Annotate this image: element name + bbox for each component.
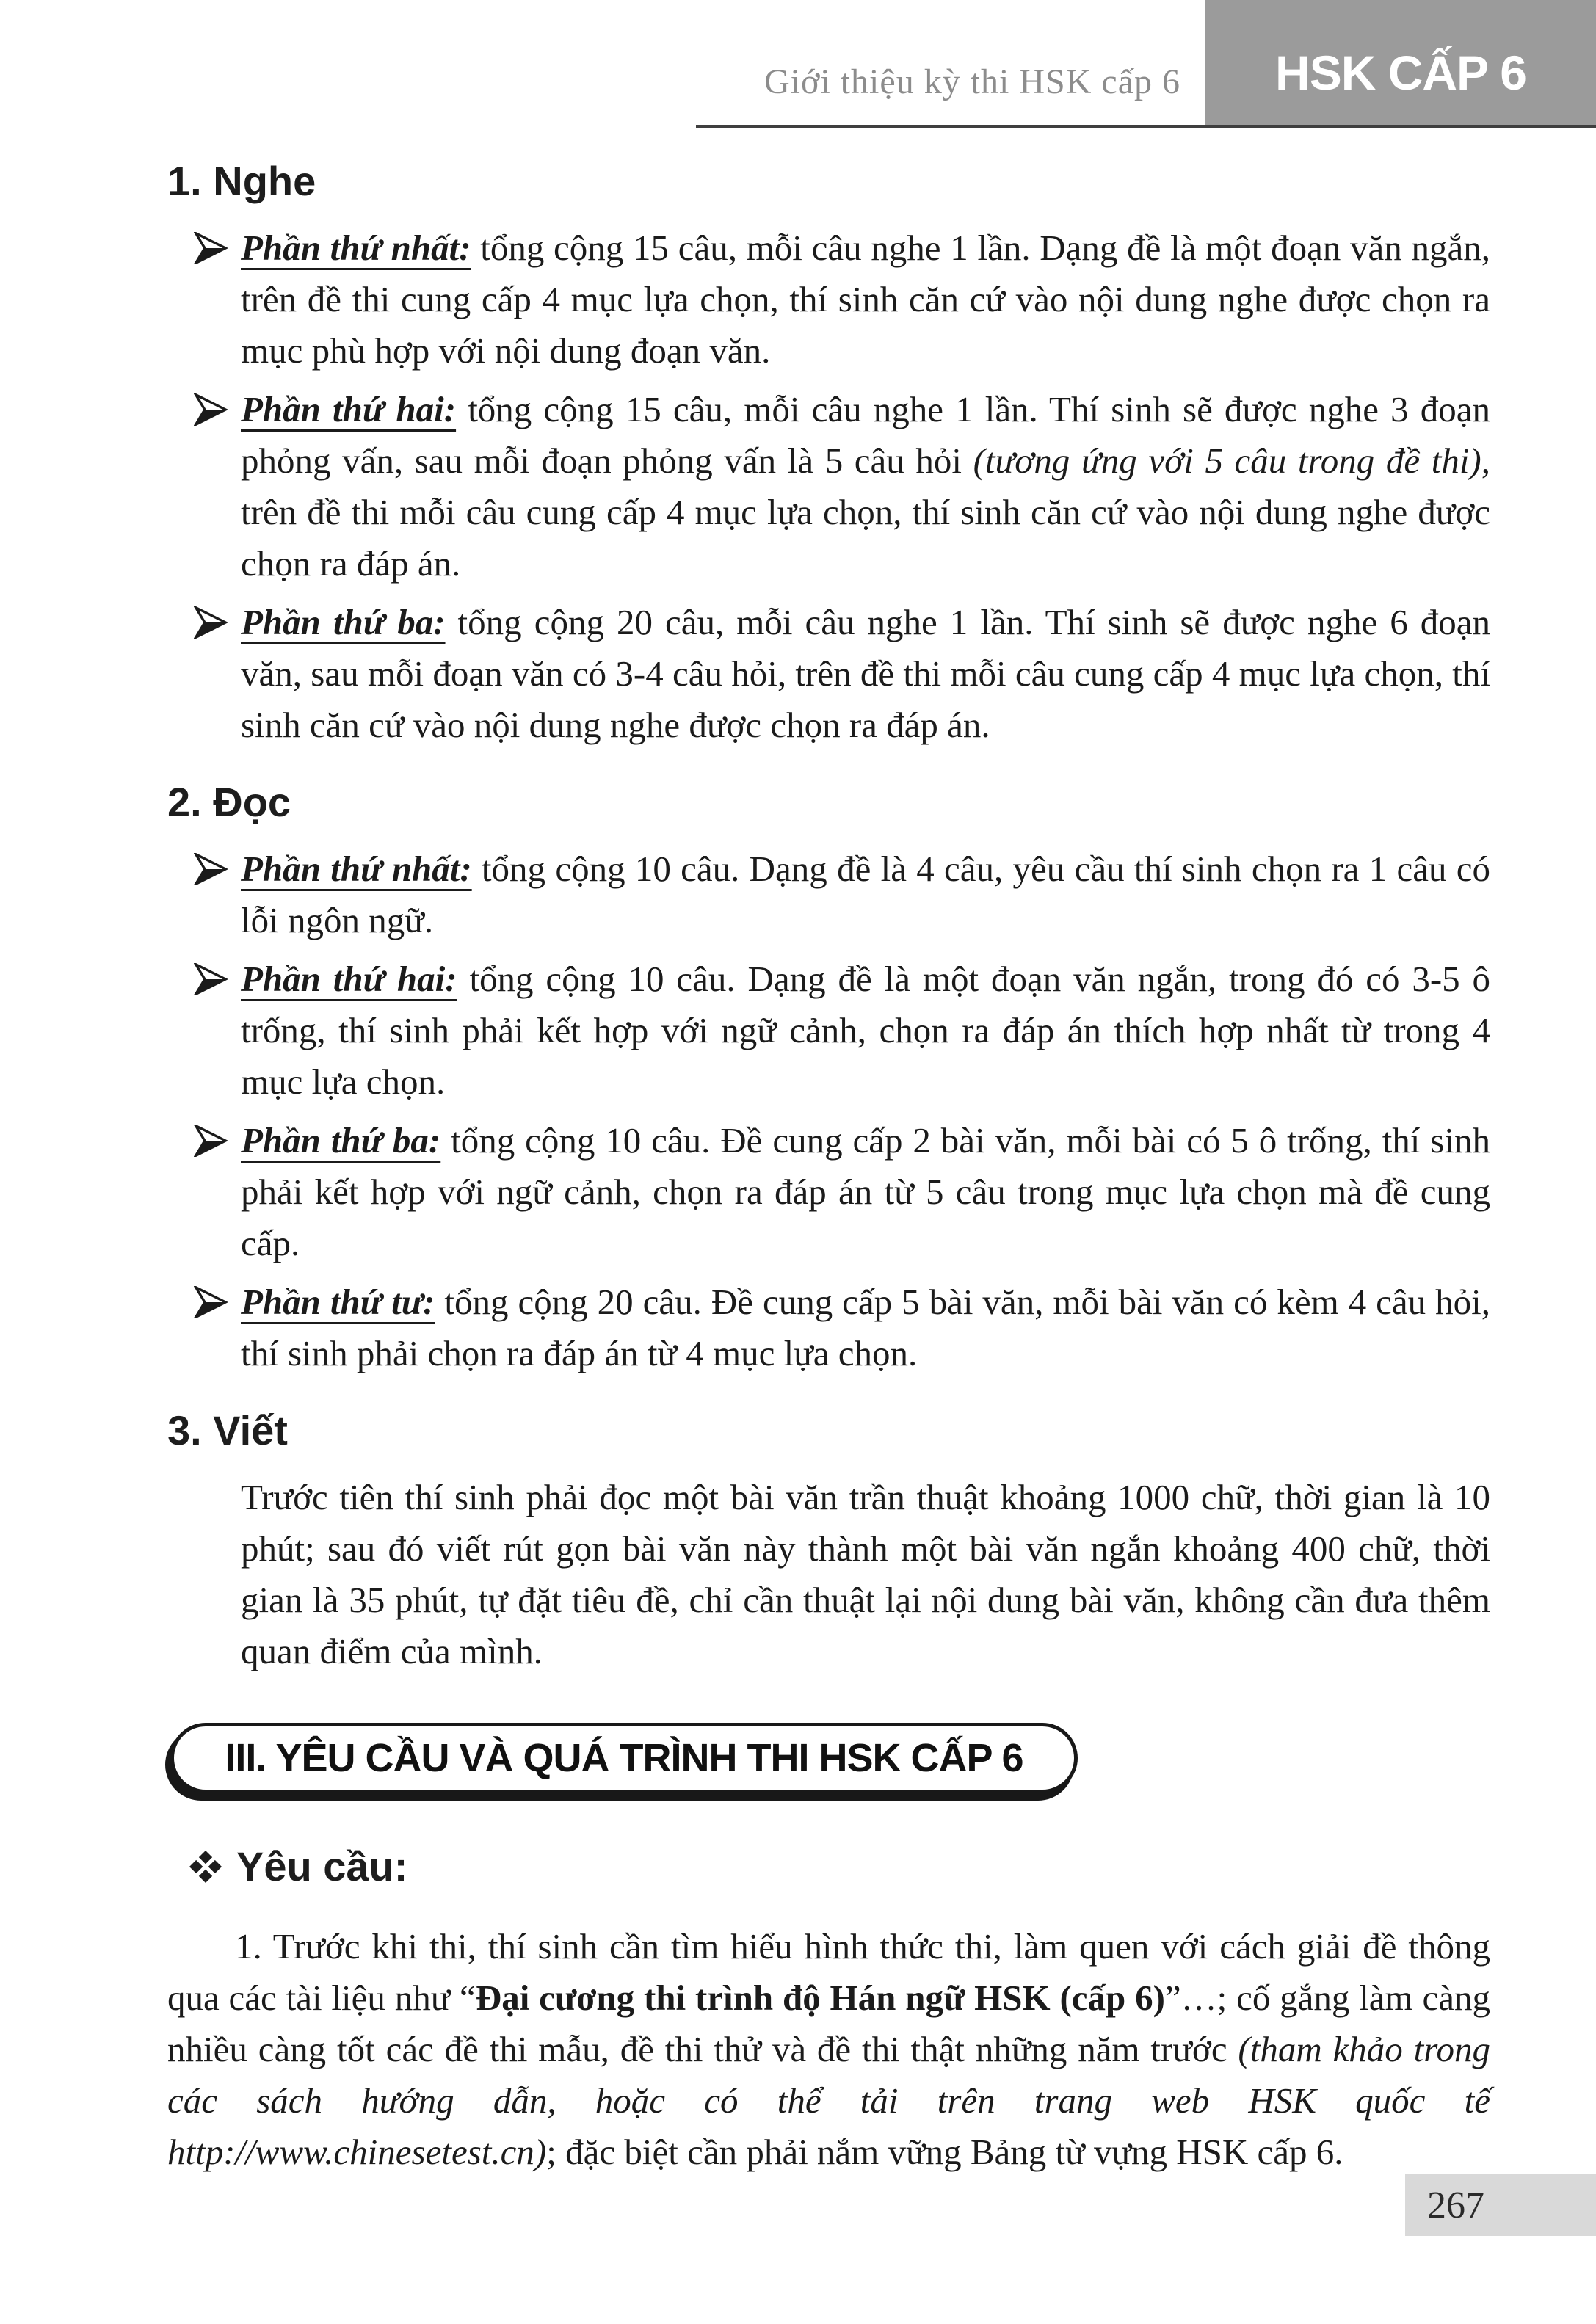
text-segment: Phần thứ nhất:: [241, 228, 471, 268]
text-segment: tổng cộng 20 câu. Đề cung cấp 5 bài văn, mỗi bài văn có kèm 4 câu hỏi, thí sinh phải chọn ra đáp án từ 4 mục lựa chọn.: [241, 1282, 1490, 1373]
section-heading-nghe: 1. Nghe: [167, 158, 316, 204]
text-segment: tổng cộng 15 câu, mỗi câu nghe 1 lần. Thí sinh sẽ được nghe 3 đoạn phỏng vấn, sau mỗi đoạn phỏng vấn là 5 câu hỏi: [241, 389, 1490, 481]
arrow-bullet-icon: [194, 963, 228, 995]
arrow-bullet-icon: [194, 606, 228, 639]
viet-paragraph: Trước tiên thí sinh phải đọc một bài văn trần thuật khoảng 1000 chữ, thời gian là 10 phút; sau đó viết rút gọn bài văn này thành một bài văn ngắn khoảng 400 chữ, thời gian là 35 phút, tự đặt tiêu đề, chỉ cần thuật lại nội dung bài văn, không cần đưa thêm quan điểm của mình.: [241, 1477, 1490, 1671]
list-item-text: [241, 1120, 1490, 1263]
text-segment: , trên đề thi mỗi câu cung cấp 4 mục lựa chọn, thí sinh căn cứ vào nội dung nghe được chọn ra đáp án.: [241, 440, 1491, 584]
list-item-text: [241, 389, 1490, 584]
text-segment: ”…; cố gắng làm càng nhiều càng tốt các đề thi mẫu, đề thi thử và đề thi thật những năm trước: [167, 1978, 1490, 2069]
requirements-heading: [189, 1845, 1490, 1889]
text-segment: Phần thứ ba:: [241, 1120, 441, 1161]
list-item: [167, 222, 1490, 377]
arrow-bullet-icon: [194, 393, 228, 426]
text-segment: ; đặc biệt cần phải nắm vững Bảng từ vựng HSK cấp 6.: [546, 2132, 1343, 2172]
list-item-text: [241, 602, 1490, 745]
requirements-heading-label: Yêu cầu:: [236, 1843, 408, 1889]
running-header-title: Giới thiệu kỳ thi HSK cấp 6: [764, 62, 1180, 101]
list-item-text: [241, 849, 1490, 940]
section-heading-viet: 3. Viết: [167, 1407, 288, 1453]
list-item-text: [241, 228, 1490, 371]
arrow-bullet-icon: [194, 1286, 228, 1318]
text-segment: tổng cộng 20 câu, mỗi câu nghe 1 lần. Thí sinh sẽ được nghe 6 đoạn văn, sau mỗi đoạn văn có 3-4 câu hỏi, trên đề thi mỗi câu cung cấp 4 mục lựa chọn, thí sinh căn cứ vào nội dung nghe được chọn ra đáp án.: [241, 602, 1490, 745]
text-segment: 1. Trước khi thi, thí sinh cần tìm hiểu hình thức thi, làm quen với cách giải đề thông qua các tài liệu như “: [167, 1926, 1490, 2018]
text-segment: Phần thứ ba:: [241, 602, 446, 642]
text-segment: Phần thứ nhất:: [241, 849, 472, 889]
page-number-box: [1405, 2174, 1596, 2236]
text-segment: Đại cương thi trình độ Hán ngữ HSK (cấp 6): [475, 1978, 1165, 2018]
list-item-text: [241, 1282, 1490, 1373]
list-item: [167, 1277, 1490, 1379]
banner-title: III. YÊU CẦU VÀ QUÁ TRÌNH THI HSK CẤP 6: [225, 1736, 1023, 1780]
text-segment: Phần thứ hai:: [241, 959, 457, 999]
arrow-bullet-icon: [194, 853, 228, 885]
text-segment: tổng cộng 15 câu, mỗi câu nghe 1 lần. Dạng đề là một đoạn văn ngắn, trên đề thi cung cấp 4 mục lựa chọn, thí sinh căn cứ vào nội dung nghe được chọn ra mục phù hợp với nội dung đoạn văn.: [241, 228, 1490, 371]
chapter-badge: HSK CẤP 6: [1205, 0, 1596, 126]
list-item: [167, 843, 1490, 946]
arrow-bullet-icon: [194, 1125, 228, 1157]
text-segment: Phần thứ hai:: [241, 389, 457, 429]
text-segment: (tham khảo trong các sách hướng dẫn, hoặc có thể tải trên trang web HSK quốc tế http://www.chinesetest.cn): [167, 2029, 1490, 2172]
four-diamond-icon: [189, 1851, 222, 1883]
list-item-text: [241, 959, 1490, 1102]
doc-bullet-list: [167, 843, 1490, 1379]
page-number: 267: [1427, 2184, 1484, 2226]
text-segment: (tương ứng với 5 câu trong đề thi): [973, 440, 1481, 481]
list-item: [167, 1115, 1490, 1269]
section-heading-doc: 2. Đọc: [167, 779, 291, 825]
arrow-bullet-icon: [194, 232, 228, 264]
section-banner: [170, 1723, 1078, 1793]
nghe-bullet-list: [167, 222, 1490, 751]
page-content: [167, 127, 1490, 2178]
text-segment: tổng cộng 10 câu. Dạng đề là một đoạn văn ngắn, trong đó có 3-5 ô trống, thí sinh phải kết hợp với ngữ cảnh, chọn ra đáp án thích hợp nhất từ trong 4 mục lựa chọn.: [241, 959, 1491, 1102]
list-item: [167, 954, 1490, 1108]
requirements-paragraph: [167, 1921, 1490, 2178]
list-item: [167, 597, 1490, 751]
text-segment: tổng cộng 10 câu. Đề cung cấp 2 bài văn, mỗi bài có 5 ô trống, thí sinh phải kết hợp với ngữ cảnh, chọn ra đáp án từ 5 câu trong mục lựa chọn mà đề cung cấp.: [241, 1120, 1490, 1263]
text-segment: tổng cộng 10 câu. Dạng đề là 4 câu, yêu cầu thí sinh chọn ra 1 câu có lỗi ngôn ngữ.: [241, 849, 1490, 940]
list-item: [167, 384, 1490, 589]
text-segment: Phần thứ tư:: [241, 1282, 435, 1322]
